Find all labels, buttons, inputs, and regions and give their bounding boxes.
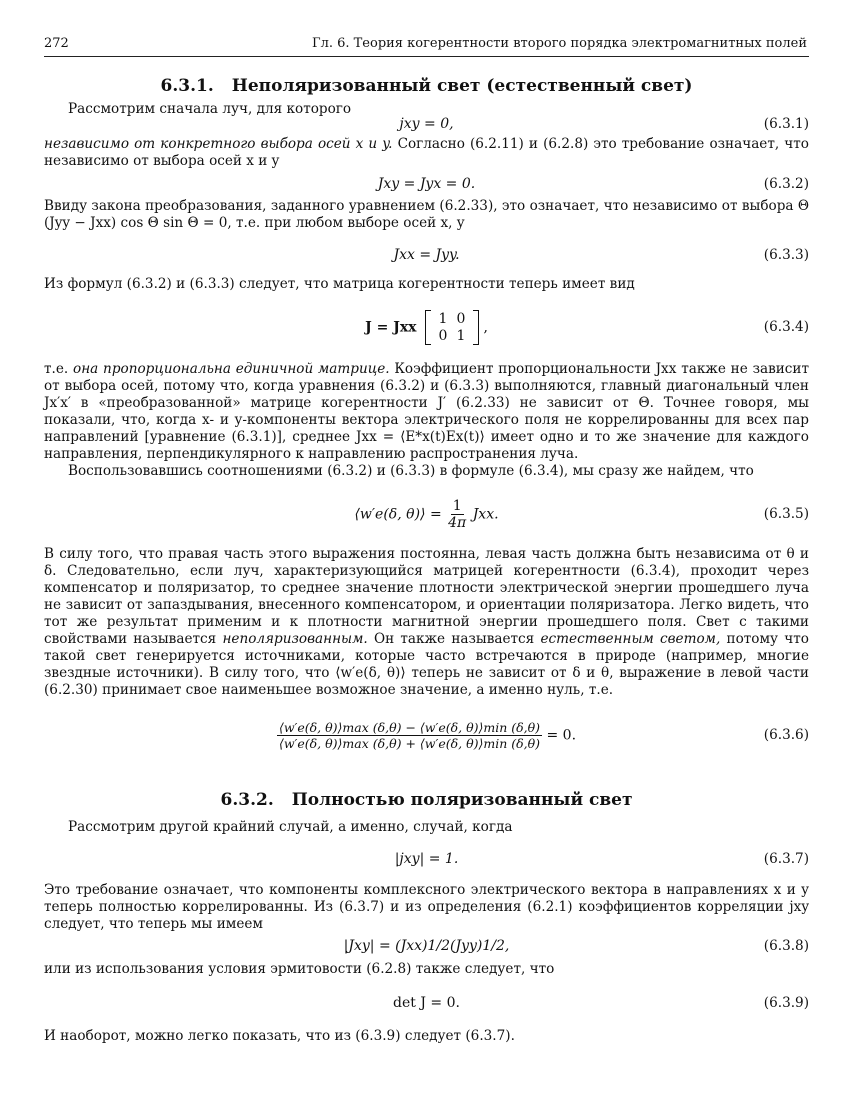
equation-6-3-2: [44, 172, 809, 196]
running-header: [44, 36, 809, 57]
paragraph: Из формул (6.3.2) и (6.3.3) следует, что матрица когерентности теперь имеет вид: [44, 276, 635, 292]
text: Согласно (6.2.11) и (6.2.8) это требование означает, что независимо от выбора осей x и y: [44, 136, 809, 169]
matrix-cell: 0: [438, 327, 448, 344]
right-bracket: [473, 310, 479, 345]
running-title: Гл. 6. Теория когерентности второго порядка электромагнитных полей: [311, 36, 807, 51]
equation-formula: [365, 310, 488, 345]
equation-formula: det J = 0.: [393, 995, 460, 1011]
equation-number: (6.3.7): [763, 851, 809, 867]
page-number: 272: [44, 36, 69, 51]
equation-number: (6.3.8): [763, 938, 809, 954]
paragraph: И наоборот, можно легко показать, что из (6.3.9) следует (6.3.7).: [44, 1028, 515, 1044]
paragraph: Воспользовавшись соотношениями (6.3.2) и (6.3.3) в формуле (6.3.4), мы сразу же найдем, что: [68, 463, 754, 479]
section-heading-6-3-2: [44, 789, 809, 811]
paragraph: Ввиду закона преобразования, заданного уравнением (6.2.33), это означает, что независимо от выбора Θ (Jyy − Jxx) cos Θ sin Θ = 0, т.е. при любом выборе осей x, y: [44, 198, 809, 231]
italic-phrase: она пропорциональна единичной матрице.: [73, 361, 390, 377]
section-title: Неполяризованный свет (естественный свет): [231, 76, 693, 96]
paragraph: [44, 546, 809, 699]
matrix-cells: [431, 310, 473, 345]
italic-phrase: независимо от конкретного выбора осей x и y.: [44, 136, 393, 152]
matrix-lhs: J = Jxx: [365, 319, 417, 335]
fraction-numerator: ⟨w′e(δ, θ)⟩max (δ,θ) − ⟨w′e(δ, θ)⟩min (δ,θ): [278, 719, 541, 735]
equation-formula: jxy = 0,: [399, 116, 454, 132]
text: В силу того, что правая часть этого выражения постоянна, левая часть должна быть независима от θ и δ. Следовательно, если луч, характеризующийся матрицей когерентности (6.3.4), проходит через компенсатор и поляризатор, то среднее значение плотности электрической энергии прошедшего луча не зависит от запаздывания, внесенного компенсатором, и ориентации поляризатора. Легко видеть, что тот же результат применим и к плотности магнитной энергии прошедшего поля. Свет с такими свойствами называется: [44, 546, 809, 647]
fraction-numerator: 1: [452, 497, 462, 514]
section-number: 6.3.1.: [160, 76, 214, 96]
equation-number: (6.3.6): [763, 727, 809, 743]
paragraph: Рассмотрим другой крайний случай, а именно, случай, когда: [68, 819, 513, 835]
fraction-denominator: 4π: [448, 514, 467, 531]
equation-formula: |Jxy| = (Jxx)1/2(Jyy)1/2,: [343, 938, 510, 954]
equation-rhs: = 0.: [546, 727, 577, 743]
equation-number: (6.3.3): [763, 247, 809, 263]
equation-number: (6.3.2): [763, 176, 809, 192]
paragraph: [44, 361, 809, 463]
equation-6-3-6: [44, 711, 809, 759]
paragraph: Рассмотрим сначала луч, для которого: [68, 101, 352, 117]
text: потому что такой свет генерируется источниками, которые часто встречаются в природе (например, многие звездные источники). В силу того, что ⟨w′e(δ, θ)⟩ теперь не зависит от δ и θ, выражение в левой части (6.2.30) принимает свое наименьшее возможное значение, а именно нуль, т.е.: [44, 631, 809, 698]
matrix-cell: 1: [438, 310, 448, 327]
equation-lhs: ⟨w′e(δ, θ)⟩ =: [354, 506, 442, 522]
section-title: Полностью поляризованный свет: [291, 790, 633, 810]
italic-phrase: естественным светом,: [540, 631, 721, 647]
equation-number: (6.3.5): [763, 506, 809, 522]
equation-6-3-7: [44, 844, 809, 874]
equation-6-3-3: [44, 240, 809, 270]
equation-6-3-9: [44, 988, 809, 1018]
text: Он также называется: [367, 631, 541, 647]
page: [44, 36, 809, 1045]
text: т.е.: [44, 361, 74, 377]
equation-formula: [354, 498, 498, 531]
matrix-tail: ,: [483, 319, 488, 335]
fraction: [446, 498, 468, 531]
equation-number: (6.3.1): [763, 116, 809, 132]
equation-number: (6.3.9): [763, 995, 809, 1011]
equation-rhs: Jxx.: [472, 506, 499, 522]
equation-6-3-8: [44, 933, 809, 959]
equation-formula: Jxy = Jyx = 0.: [377, 176, 476, 192]
paragraph: [44, 136, 809, 170]
section-heading-6-3-1: [44, 75, 809, 97]
matrix-cell: 1: [456, 327, 466, 344]
equation-formula: |jxy| = 1.: [394, 851, 459, 867]
equation-6-3-4: [44, 305, 809, 349]
matrix-cell: 0: [456, 310, 466, 327]
equation-6-3-1: [44, 114, 809, 134]
equation-number: (6.3.4): [763, 319, 809, 335]
fraction-denominator: ⟨w′e(δ, θ)⟩max (δ,θ) + ⟨w′e(δ, θ)⟩min (δ,θ): [278, 735, 541, 751]
text: Коэффициент пропорциональности Jxx также не зависит от выбора осей, потому что, когда уравнения (6.3.2) и (6.3.3) выполняются, главный диагональный член Jx′x′ в «преобразованной» матрице когерентности J′ (6.2.33) не зависит от Θ. Точнее говоря, мы показали, что, когда x- и y-компоненты вектора электрического поля не коррелированны для всех пар направлений [уравнение (6.3.1)], среднее Jxx = ⟨E*x(t)Ex(t)⟩ имеет одно и то же значение для каждого направления, перпендикулярного к направлению распространения луча.: [44, 361, 809, 462]
paragraph: Это требование означает, что компоненты комплексного электрического вектора в направлениях x и y теперь полностью коррелированны. Из (6.3.7) и из определения (6.2.1) коэффициентов корреляции jxy следует, что теперь мы имеем: [44, 882, 809, 932]
equation-formula: Jxx = Jyy.: [393, 247, 460, 263]
equation-formula: [277, 720, 576, 751]
section-number: 6.3.2.: [220, 790, 274, 810]
fraction: [277, 720, 542, 751]
equation-6-3-5: [44, 494, 809, 534]
paragraph: или из использования условия эрмитовости (6.2.8) также следует, что: [44, 961, 555, 977]
italic-phrase: неполяризованным.: [222, 631, 368, 647]
identity-matrix: [425, 310, 479, 345]
